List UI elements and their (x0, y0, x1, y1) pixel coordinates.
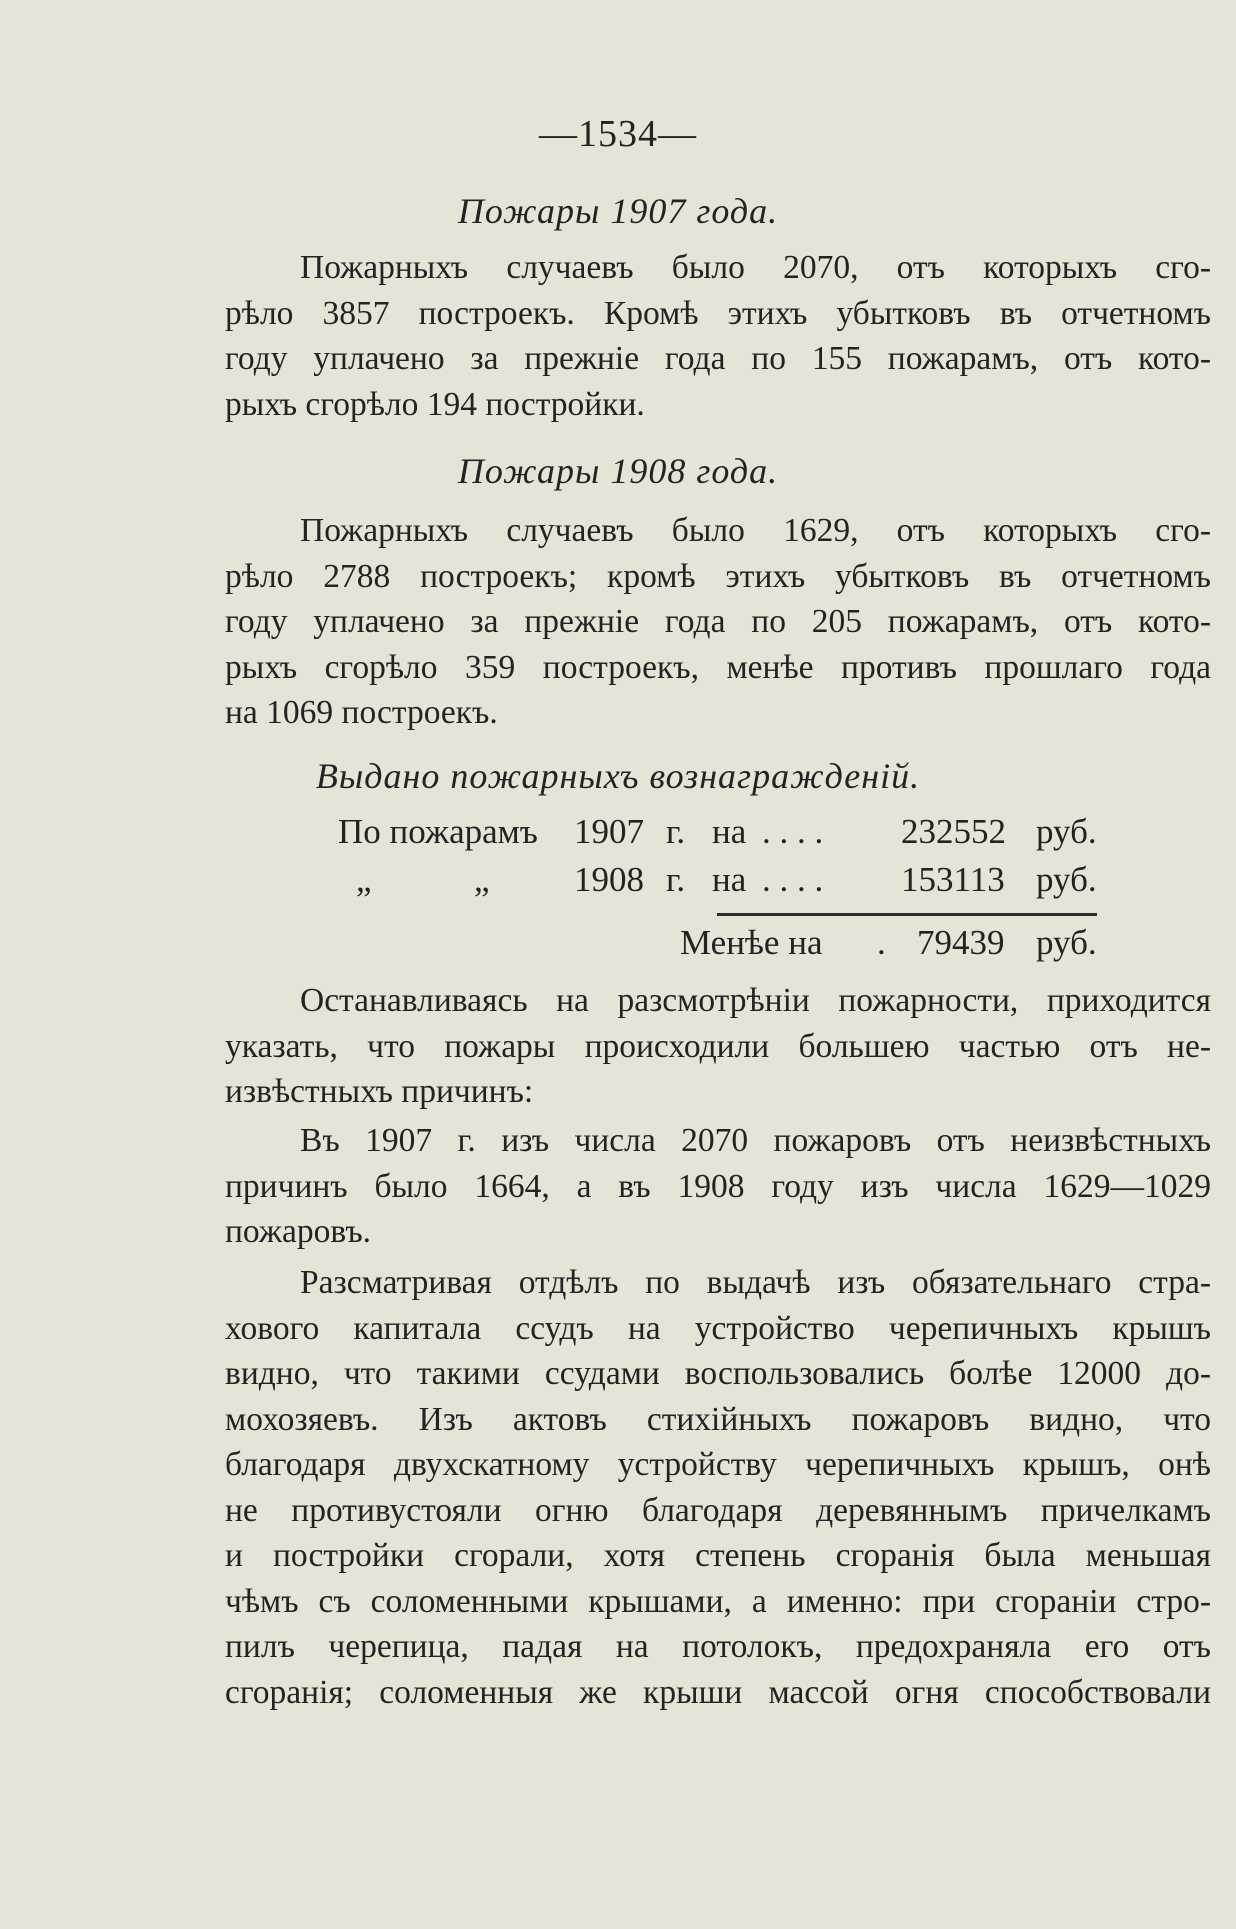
ditto-mark: „ (474, 860, 490, 899)
award-dots: . . . . (762, 860, 824, 899)
text-line: на 1069 построекъ. (225, 694, 498, 731)
heading-fires-1908: Пожары 1908 года. (457, 451, 779, 491)
text-line: рѣло 2788 построекъ; кромѣ этихъ убытковъ въ отчетномъ (225, 557, 1211, 595)
paragraph-unknown-causes (225, 1118, 1211, 1255)
text-line: году уплачено за прежніе года по 205 пожарамъ, отъ кото- (225, 603, 1211, 640)
text-line: пожаровъ. (225, 1213, 372, 1250)
text-line: пилъ черепица, падая на потолокъ, предохраняла его отъ (225, 1628, 1211, 1665)
award-year: 1907 (574, 812, 644, 851)
text-line: благодаря двухскатному устройству черепичныхъ крышъ, онѣ (225, 1446, 1211, 1483)
award-year: 1908 (574, 860, 644, 899)
award-total-row (0, 923, 1236, 968)
sum-rule (717, 913, 1097, 916)
award-label: По пожарамъ (338, 812, 538, 851)
award-amount: 232552 (901, 812, 1006, 851)
text-line: Разсматривая отдѣлъ по выдачѣ изъ обязательнаго стра- (300, 1264, 1211, 1301)
text-line: причинъ было 1664, а въ 1908 году изъ числа 1629—1029 (225, 1167, 1211, 1205)
text-line: Пожарныхъ случаевъ было 2070, отъ которыхъ сго- (300, 249, 1211, 286)
text-line: не противустояли огню благодаря деревяннымъ причелкамъ (225, 1491, 1211, 1529)
text-line: чѣмъ съ соломенными крышами, а именно: при сгораніи стро- (225, 1582, 1211, 1620)
total-unit: руб. (1036, 923, 1097, 962)
total-dot: . (877, 923, 886, 962)
award-g: г. (666, 812, 686, 851)
total-label: Менѣе на (680, 923, 823, 962)
paragraph-causes (225, 978, 1211, 1115)
award-unit: руб. (1036, 860, 1097, 899)
text-line: мохозяевъ. Изъ актовъ стихійныхъ пожаровъ видно, что (225, 1400, 1211, 1438)
text-line: извѣстныхъ причинъ: (225, 1073, 534, 1110)
text-line: рыхъ сгорѣло 194 постройки. (225, 385, 645, 423)
heading-awards: Выдано пожарныхъ вознагражденій. (315, 756, 921, 796)
award-on: на (712, 860, 747, 899)
text-line: Въ 1907 г. изъ числа 2070 пожаровъ отъ неизвѣстныхъ (300, 1122, 1211, 1159)
text-line: и постройки сгорали, хотя степень сгоранія была меньшая (225, 1537, 1211, 1574)
total-amount: 79439 (917, 923, 1005, 962)
paragraph-fires-1907 (225, 245, 1211, 427)
text-line: видно, что такими ссудами воспользовались болѣе 12000 до- (225, 1355, 1211, 1392)
award-unit: руб. (1036, 812, 1097, 851)
award-row-1908 (0, 860, 1236, 905)
page-number: —1534— (539, 113, 697, 155)
paragraph-roofs (225, 1260, 1211, 1715)
text-line: рѣло 3857 построекъ. Кромѣ этихъ убытковъ въ отчетномъ (225, 294, 1211, 332)
text-line: хового капитала ссудъ на устройство черепичныхъ крышъ (225, 1309, 1211, 1347)
award-on: на (712, 812, 747, 851)
heading-fires-1907: Пожары 1907 года. (457, 191, 779, 231)
ditto-mark: „ (356, 860, 372, 899)
award-g: г. (666, 860, 686, 899)
award-amount: 153113 (901, 860, 1005, 899)
award-row-1907 (0, 812, 1236, 857)
text-line: Пожарныхъ случаевъ было 1629, отъ которыхъ сго- (300, 512, 1211, 549)
paragraph-fires-1908 (225, 508, 1211, 736)
text-line: указать, что пожары происходили большею частью отъ не- (225, 1027, 1211, 1065)
text-line: Останавливаясь на разсмотрѣніи пожарности, приходится (300, 982, 1211, 1019)
award-dots: . . . . (762, 812, 824, 851)
text-line: году уплачено за прежніе года по 155 пожарамъ, отъ кото- (225, 340, 1211, 377)
text-line: сгоранія; соломенныя же крыши массой огня способствовали (225, 1673, 1211, 1711)
text-line: рыхъ сгорѣло 359 построекъ, менѣе противъ прошлаго года (225, 648, 1211, 686)
